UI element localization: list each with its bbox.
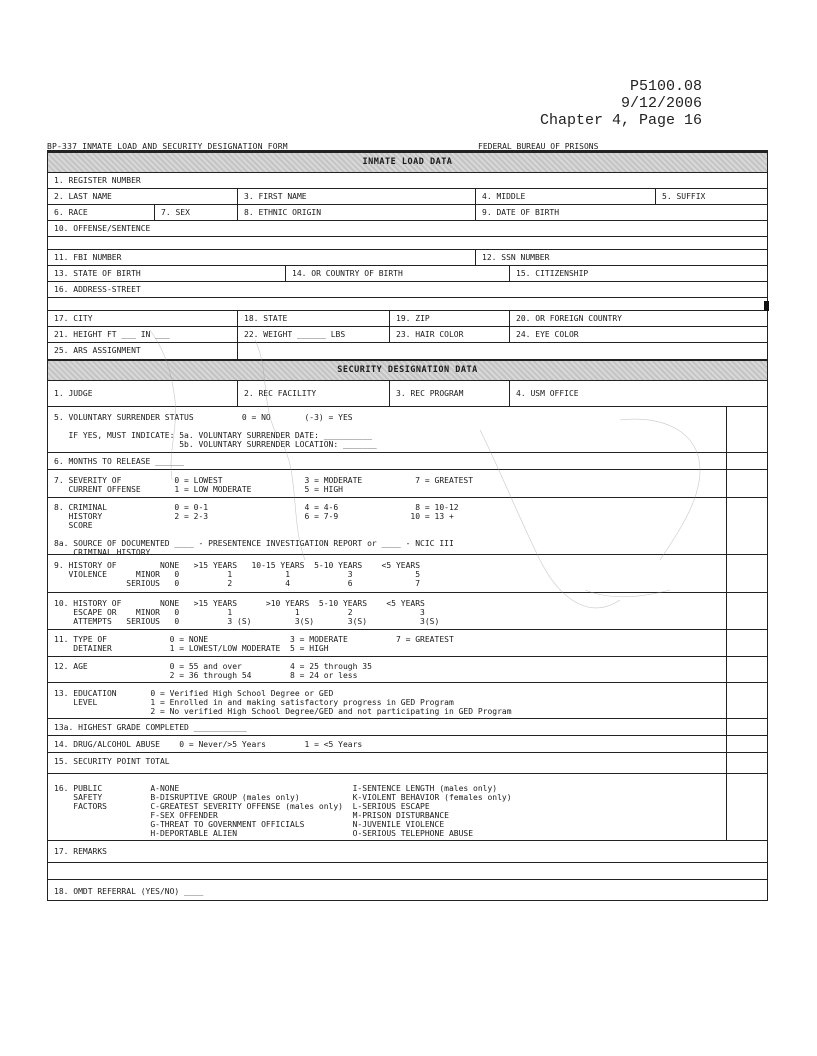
section-criminal-history <box>48 498 767 555</box>
state-field[interactable]: 18. STATE <box>238 311 390 326</box>
scan-mark <box>764 301 769 311</box>
row-physical <box>48 327 767 343</box>
directive-date: 9/12/2006 <box>620 95 702 112</box>
usm-office-field[interactable]: 4. USM OFFICE <box>516 389 579 398</box>
last-name-field[interactable]: 2. LAST NAME <box>48 189 238 204</box>
drug-alcohol-text: 14. DRUG/ALCOHOL ABUSE 0 = Never/>5 Years 1 = <5 Years <box>48 736 727 752</box>
criminal-history-text: 8. CRIMINAL 0 = 0-1 4 = 4-6 8 = 10-12 HISTORY 2 = 2-3 6 = 7-9 10 = 13 + SCORE 8a. SOURCE OF DOCUMENTED ____ - PRESENTENCE INVESTIGATION REPORT or ____ - NCIC III CRIMINAL HISTORY <box>48 498 727 554</box>
detainer-text: 11. TYPE OF 0 = NONE 3 = MODERATE 7 = GREATEST DETAINER 1 = LOWEST/LOW MODERATE 5 = HIGH <box>48 630 727 656</box>
race-field[interactable]: 6. RACE <box>48 205 155 220</box>
first-name-field[interactable]: 3. FIRST NAME <box>238 189 476 204</box>
address-street-field[interactable]: 16. ADDRESS-STREET <box>54 285 141 294</box>
form-title: BP-337 INMATE LOAD AND SECURITY DESIGNATION FORM <box>47 142 288 151</box>
severity-offense-text: 7. SEVERITY OF 0 = LOWEST 3 = MODERATE 7 = GREATEST CURRENT OFFENSE 1 = LOW MODERATE 5 = HIGH <box>48 470 727 497</box>
criminal-history-score[interactable] <box>727 498 767 554</box>
row-ars <box>48 343 767 359</box>
highest-grade-text[interactable]: 13a. HIGHEST GRADE COMPLETED ___________ <box>48 719 727 735</box>
suffix-field[interactable]: 5. SUFFIX <box>662 192 706 201</box>
security-total-score[interactable] <box>727 753 767 773</box>
agency-name: FEDERAL BUREAU OF PRISONS <box>478 142 599 151</box>
education-score[interactable] <box>727 683 767 718</box>
hair-color-field[interactable]: 23. HAIR COLOR <box>390 327 510 342</box>
register-number-field[interactable]: 1. REGISTER NUMBER <box>54 176 141 185</box>
section-remarks <box>48 841 767 863</box>
rec-program-field[interactable]: 3. REC PROGRAM <box>390 381 510 406</box>
address-blank-line <box>48 298 767 311</box>
history-escape-score[interactable] <box>727 593 767 629</box>
chapter-page: Chapter 4, Page 16 <box>539 112 702 129</box>
ssn-number-field[interactable]: 12. SSN NUMBER <box>482 253 550 262</box>
section-severity <box>48 470 767 498</box>
history-violence-text: 9. HISTORY OF NONE >15 YEARS 10-15 YEARS 5-10 YEARS <5 YEARS VIOLENCE MINOR 0 1 1 3 5 SERIOUS 0 2 4 6 7 <box>48 555 727 592</box>
security-total-text: 15. SECURITY POINT TOTAL <box>48 753 727 773</box>
voluntary-surrender-score[interactable] <box>727 407 767 452</box>
zip-field[interactable]: 19. ZIP <box>390 311 510 326</box>
section-violence <box>48 555 767 593</box>
history-escape-text: 10. HISTORY OF NONE >15 YEARS >10 YEARS 5-10 YEARS <5 YEARS ESCAPE OR MINOR 0 1 1 2 3 ATTEMPTS SERIOUS 0 3 (S) 3(S) 3(S) 3(S) <box>48 593 727 629</box>
row-name <box>48 189 767 205</box>
section-escape <box>48 593 767 630</box>
education-text: 13. EDUCATION 0 = Verified High School Degree or GED LEVEL 1 = Enrolled in and making satisfactory progress in GED Program 2 = No verified High School Degree/GED and not participating in GED Program <box>48 683 727 718</box>
public-safety-text: 16. PUBLIC A-NONE I-SENTENCE LENGTH (males only) SAFETY B-DISRUPTIVE GROUP (males only) K-VIOLENT BEHAVIOR (females only) FACTORS C-GREATEST SEVERITY OFFENSE (males only) L-SERIOUS ESCAPE F-SEX OFFENDER M-PRISON DISTURBANCE G-THREAT TO GOVERNMENT OFFICIALS N-JUVENILE VIOLENCE H-DEPORTABLE ALIEN O-SERIOUS TELEPHONE ABUSE <box>48 774 727 840</box>
section-grade <box>48 719 767 736</box>
date-of-birth-field[interactable]: 9. DATE OF BIRTH <box>482 208 560 217</box>
section-voluntary-surrender <box>48 407 767 453</box>
sex-field[interactable]: 7. SEX <box>155 205 238 220</box>
row-register <box>48 173 767 189</box>
remarks-blank-line <box>48 863 767 880</box>
section-education <box>48 683 767 719</box>
rec-facility-field[interactable]: 2. REC FACILITY <box>238 381 390 406</box>
row-judge <box>48 381 767 407</box>
inmate-load-heading: INMATE LOAD DATA <box>48 151 767 173</box>
city-field[interactable]: 17. CITY <box>48 311 238 326</box>
row-city <box>48 311 767 327</box>
middle-name-field[interactable]: 4. MIDDLE <box>476 189 656 204</box>
section-detainer <box>48 630 767 657</box>
page-header <box>540 78 702 129</box>
ethnic-origin-field[interactable]: 8. ETHNIC ORIGIN <box>238 205 476 220</box>
state-of-birth-field[interactable]: 13. STATE OF BIRTH <box>48 266 286 281</box>
voluntary-surrender-text[interactable]: 5. VOLUNTARY SURRENDER STATUS 0 = NO (-3) = YES IF YES, MUST INDICATE: 5a. VOLUNTARY SURRENDER DATE: __________ 5b. VOLUNTARY SURRENDER LOCATION: _______ <box>48 407 727 452</box>
section-public-safety <box>48 774 767 841</box>
age-text: 12. AGE 0 = 55 and over 4 = 25 through 35 2 = 36 through 54 8 = 24 or less <box>48 657 727 682</box>
severity-offense-score[interactable] <box>727 470 767 497</box>
age-score[interactable] <box>727 657 767 682</box>
eye-color-field[interactable]: 24. EYE COLOR <box>516 330 579 339</box>
section-months-release <box>48 453 767 470</box>
row-birth <box>48 266 767 282</box>
security-data-heading: SECURITY DESIGNATION DATA <box>48 359 767 381</box>
country-of-birth-field[interactable]: 14. OR COUNTRY OF BIRTH <box>286 266 510 281</box>
row-address <box>48 282 767 298</box>
foreign-country-field[interactable]: 20. OR FOREIGN COUNTRY <box>516 314 622 323</box>
months-to-release-text[interactable]: 6. MONTHS TO RELEASE ______ <box>48 453 727 469</box>
judge-field[interactable]: 1. JUDGE <box>48 381 238 406</box>
drug-alcohol-score[interactable] <box>727 736 767 752</box>
offense-blank-line <box>48 237 767 250</box>
row-fbi <box>48 250 767 266</box>
directive-number: P5100.08 <box>629 78 702 95</box>
section-total <box>48 753 767 774</box>
detainer-score[interactable] <box>727 630 767 656</box>
ars-blank <box>238 343 767 359</box>
highest-grade-score <box>727 719 767 735</box>
months-to-release-score[interactable] <box>727 453 767 469</box>
section-drug <box>48 736 767 753</box>
section-age <box>48 657 767 683</box>
ars-assignment-field[interactable]: 25. ARS ASSIGNMENT <box>48 343 238 359</box>
row-race <box>48 205 767 221</box>
designation-form <box>47 150 768 901</box>
history-violence-score[interactable] <box>727 555 767 592</box>
omdt-referral-field[interactable]: 18. OMDT REFERRAL (YES/NO) ____ <box>54 887 204 896</box>
height-field[interactable]: 21. HEIGHT FT ___ IN ___ <box>48 327 238 342</box>
remarks-field[interactable]: 17. REMARKS <box>54 847 107 856</box>
citizenship-field[interactable]: 15. CITIZENSHIP <box>516 269 589 278</box>
public-safety-score[interactable] <box>727 774 767 840</box>
offense-sentence-field[interactable]: 10. OFFENSE/SENTENCE <box>54 224 151 233</box>
weight-field[interactable]: 22. WEIGHT ______ LBS <box>238 327 390 342</box>
fbi-number-field[interactable]: 11. FBI NUMBER <box>48 250 476 265</box>
row-offense <box>48 221 767 237</box>
section-omdt <box>48 880 767 900</box>
